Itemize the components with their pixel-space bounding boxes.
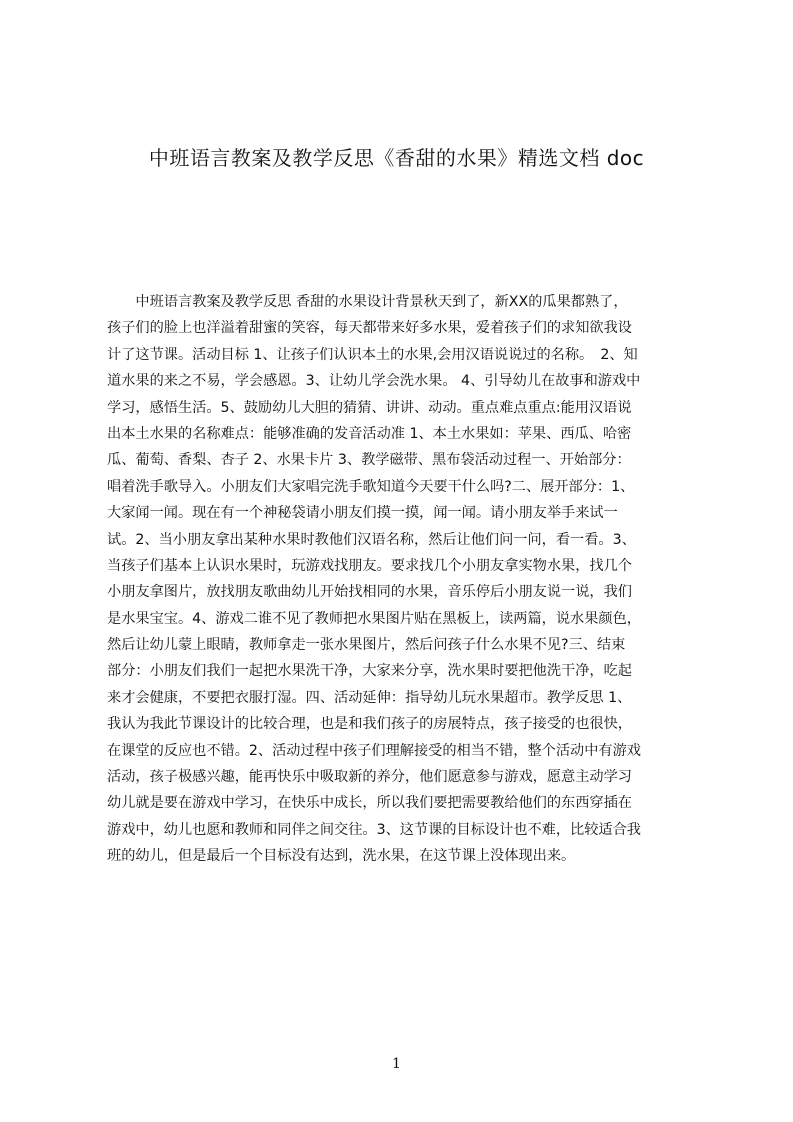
body-line: 大家闻一闻。现在有一个神秘袋请小朋友们摸一摸，闻一闻。请小朋友举手来试一 (107, 505, 618, 522)
body-line: 游戏中，幼儿也愿和教师和同伴之间交往。3、这节课的目标设计也不难，比较适合我 (107, 821, 641, 838)
document-title: 中班语言教案及教学反思《香甜的水果》精选文档 doc (148, 146, 645, 170)
body-line: 在课堂的反应也不错。2、活动过程中孩子们理解接受的相当不错，整个活动中有游戏 (107, 742, 641, 759)
body-line: 班的幼儿，但是最后一个目标没有达到，洗水果，在这节课上没体现出来。 (107, 848, 576, 865)
body-line: 小朋友拿图片，放找朋友歌曲幼儿开始找相同的水果，音乐停后小朋友说一说，我们 (107, 584, 632, 601)
body-line: 中班语言教案及教学反思 香甜的水果设计背景秋天到了，新XX的瓜果都熟了， (107, 294, 628, 310)
page-number: 1 (392, 1056, 401, 1072)
body-line: 当孩子们基本上认识水果时，玩游戏找朋友。要求找几个小朋友拿实物水果，找几个 (107, 557, 632, 574)
body-line: 学习，感悟生活。5、鼓励幼儿大胆的猜猜、讲讲、动动。重点难点重点:能用汉语说 (107, 399, 632, 416)
body-line: 唱着洗手歌导入。小朋友们大家唱完洗手歌知道今天要干什么吗?二、展开部分：1、 (107, 478, 635, 495)
body-line: 是水果宝宝。4、游戏二谁不见了教师把水果图片贴在黑板上，读两篇，说水果颜色， (107, 610, 641, 627)
body-line: 我认为我此节课设计的比较合理，也是和我们孩子的房展特点，孩子接受的也很快， (107, 716, 632, 733)
body-line: 孩子们的脸上也洋溢着甜蜜的笑容，每天都带来好多水果，爱着孩子们的求知欲我设 (107, 320, 632, 337)
body-line: 幼儿就是要在游戏中学习，在快乐中成长，所以我们要把需要教给他们的东西穿插在 (107, 795, 632, 812)
body-line: 道水果的来之不易，学会感恩。3、让幼儿学会洗水果。 4、引导幼儿在故事和游戏中 (107, 373, 641, 390)
document-body (107, 289, 697, 870)
body-line: 部分：小朋友们我们一起把水果洗干净，大家来分享，洗水果时要把他洗干净，吃起 (107, 663, 632, 680)
body-line: 瓜、葡萄、香梨、杏子 2、水果卡片 3、教学磁带、黑布袋活动过程一、开始部分： (107, 452, 631, 469)
body-line: 计了这节课。活动目标 1、让孩子们认识本土的水果,会用汉语说说过的名称。 2、知 (107, 346, 638, 363)
body-line: 然后让幼儿蒙上眼睛，教师拿走一张水果图片，然后问孩子什么水果不见?三、结束 (107, 637, 626, 654)
body-line: 来才会健康，不要把衣服打湿。四、活动延伸：指导幼儿玩水果超市。教学反思 1、 (107, 689, 632, 706)
body-line: 出本土水果的名称难点：能够准确的发音活动准 1、本土水果如：苹果、西瓜、哈密 (107, 425, 632, 442)
body-line: 活动，孩子极感兴趣，能再快乐中吸取新的养分，他们愿意参与游戏，愿意主动学习 (107, 769, 632, 786)
body-line: 试。2、当小朋友拿出某种水果时教他们汉语名称，然后让他们问一问，看一看。3、 (107, 531, 636, 548)
